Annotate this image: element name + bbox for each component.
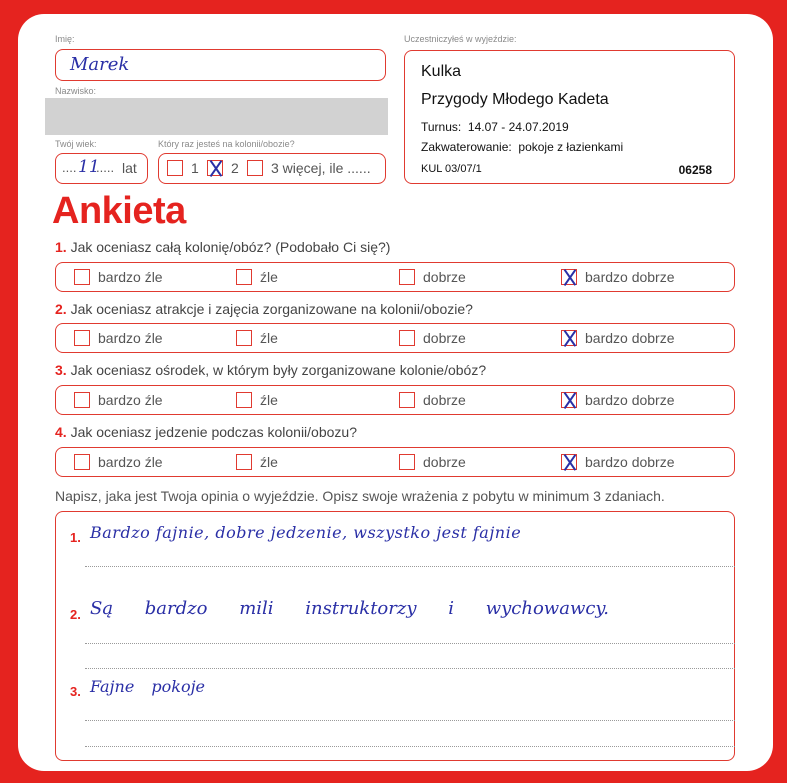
name-label: Imię:	[55, 34, 75, 44]
age-dots-before: ....	[62, 160, 77, 175]
question-text: Jak oceniasz atrakcje i zajęcia zorganizowane na kolonii/obozie?	[66, 301, 473, 317]
question-number: 2.	[55, 301, 67, 317]
times-option-label: 3 więcej, ile ......	[271, 160, 371, 176]
question-number: 1.	[55, 239, 67, 255]
answer-number-3: 3.	[70, 684, 81, 699]
age-label: Twój wiek:	[55, 139, 97, 149]
option-bardzo-zle[interactable]	[74, 454, 163, 470]
question-number: 4.	[55, 424, 67, 440]
dotted-line	[85, 566, 735, 567]
question-3	[55, 362, 486, 378]
checkbox[interactable]	[236, 269, 252, 285]
age-unit: lat	[122, 160, 137, 176]
option-dobrze[interactable]	[399, 330, 466, 346]
trip-accommodation	[421, 140, 623, 154]
times-option-1[interactable]	[167, 160, 199, 176]
trip-number: 06258	[678, 163, 712, 177]
turnus-value: 14.07 - 24.07.2019	[467, 120, 569, 134]
checkbox[interactable]	[74, 330, 90, 346]
times-option-label: 1	[191, 160, 199, 176]
question-text: Jak oceniasz ośrodek, w którym były zorganizowane kolonie/obóz?	[66, 362, 487, 378]
surname-label: Nazwisko:	[55, 86, 97, 96]
option-label: dobrze	[423, 330, 466, 346]
option-label: bardzo źle	[98, 330, 163, 346]
survey-title: Ankieta	[52, 190, 186, 232]
checkbox[interactable]	[74, 454, 90, 470]
checkbox[interactable]	[399, 454, 415, 470]
times-label: Który raz jesteś na kolonii/obozie?	[158, 139, 295, 149]
participated-label: Uczestniczyłeś w wyjeździe:	[404, 34, 517, 44]
option-bardzo-dobrze[interactable]	[561, 454, 675, 470]
opinion-box[interactable]	[55, 511, 735, 761]
trip-title: Przygody Młodego Kadeta	[421, 91, 609, 108]
option-bardzo-zle[interactable]	[74, 392, 163, 408]
dotted-line	[85, 746, 735, 747]
question-1	[55, 239, 390, 255]
option-dobrze[interactable]	[399, 454, 466, 470]
times-option-label: 2	[231, 160, 239, 176]
option-label: bardzo dobrze	[585, 330, 675, 346]
option-zle[interactable]	[236, 392, 278, 408]
option-zle[interactable]	[236, 269, 278, 285]
question-number: 3.	[55, 362, 67, 378]
option-label: bardzo dobrze	[585, 454, 675, 470]
age-field[interactable]	[55, 153, 148, 184]
question-2	[55, 301, 473, 317]
checkbox-checked[interactable]	[561, 269, 577, 285]
dotted-line	[85, 643, 735, 644]
age-value: 11	[78, 157, 100, 177]
option-zle[interactable]	[236, 454, 278, 470]
trip-code: KUL 03/07/1	[421, 163, 482, 175]
option-label: dobrze	[423, 454, 466, 470]
age-dots-after: .....	[96, 160, 115, 175]
option-label: dobrze	[423, 269, 466, 285]
option-bardzo-zle[interactable]	[74, 269, 163, 285]
option-bardzo-dobrze[interactable]	[561, 392, 675, 408]
answer-row-2	[55, 323, 735, 353]
question-text: Jak oceniasz całą kolonię/obóz? (Podobało Ci się?)	[66, 239, 391, 255]
accommodation-value: pokoje z łazienkami	[518, 140, 624, 154]
checkbox[interactable]	[236, 454, 252, 470]
option-label: źle	[260, 330, 278, 346]
checkbox[interactable]	[399, 392, 415, 408]
option-label: bardzo dobrze	[585, 269, 675, 285]
times-option-3[interactable]	[247, 160, 371, 176]
answer-row-4	[55, 447, 735, 477]
answer-row-1	[55, 262, 735, 292]
option-zle[interactable]	[236, 330, 278, 346]
answer-number-2: 2.	[70, 607, 81, 622]
answer-row-3	[55, 385, 735, 415]
times-checkbox-3[interactable]	[247, 160, 263, 176]
opinion-prompt: Napisz, jaka jest Twoja opinia o wyjeździe. Opisz swoje wrażenia z pobytu w minimum 3 zdaniach.	[55, 488, 665, 504]
dotted-line	[85, 720, 735, 721]
option-bardzo-dobrze[interactable]	[561, 269, 675, 285]
question-text: Jak oceniasz jedzenie podczas kolonii/obozu?	[66, 424, 357, 440]
dotted-line	[85, 668, 735, 669]
times-checkbox-1[interactable]	[167, 160, 183, 176]
option-label: dobrze	[423, 392, 466, 408]
option-dobrze[interactable]	[399, 269, 466, 285]
answer-text-2: Są bardzo mili instruktorzy i wychowawcy.	[90, 598, 609, 619]
option-label: źle	[260, 392, 278, 408]
checkbox[interactable]	[74, 269, 90, 285]
question-4	[55, 424, 357, 440]
option-label: bardzo dobrze	[585, 392, 675, 408]
checkbox[interactable]	[74, 392, 90, 408]
answer-text-3: Fajne pokoje	[90, 677, 206, 696]
option-dobrze[interactable]	[399, 392, 466, 408]
turnus-label: Turnus:	[421, 120, 462, 134]
option-bardzo-zle[interactable]	[74, 330, 163, 346]
surname-redacted	[45, 98, 388, 135]
trip-info-box	[404, 50, 735, 184]
checkbox[interactable]	[236, 392, 252, 408]
checkbox-checked[interactable]	[561, 392, 577, 408]
times-option-2[interactable]	[207, 160, 239, 176]
checkbox[interactable]	[236, 330, 252, 346]
checkbox-checked[interactable]	[561, 330, 577, 346]
answer-text-1: Bardzo fajnie, dobre jedzenie, wszystko jest fajnie	[90, 523, 522, 542]
trip-turnus	[421, 120, 569, 134]
checkbox-checked[interactable]	[561, 454, 577, 470]
times-checkbox-2[interactable]	[207, 160, 223, 176]
option-label: bardzo źle	[98, 269, 163, 285]
option-label: bardzo źle	[98, 454, 163, 470]
trip-company: Kulka	[421, 63, 462, 80]
option-label: źle	[260, 269, 278, 285]
name-value: Marek	[70, 54, 130, 75]
option-label: bardzo źle	[98, 392, 163, 408]
name-field[interactable]	[55, 49, 386, 81]
checkbox[interactable]	[399, 330, 415, 346]
answer-number-1: 1.	[70, 530, 81, 545]
checkbox[interactable]	[399, 269, 415, 285]
option-bardzo-dobrze[interactable]	[561, 330, 675, 346]
times-field	[158, 153, 386, 184]
option-label: źle	[260, 454, 278, 470]
accommodation-label: Zakwaterowanie:	[421, 140, 512, 154]
